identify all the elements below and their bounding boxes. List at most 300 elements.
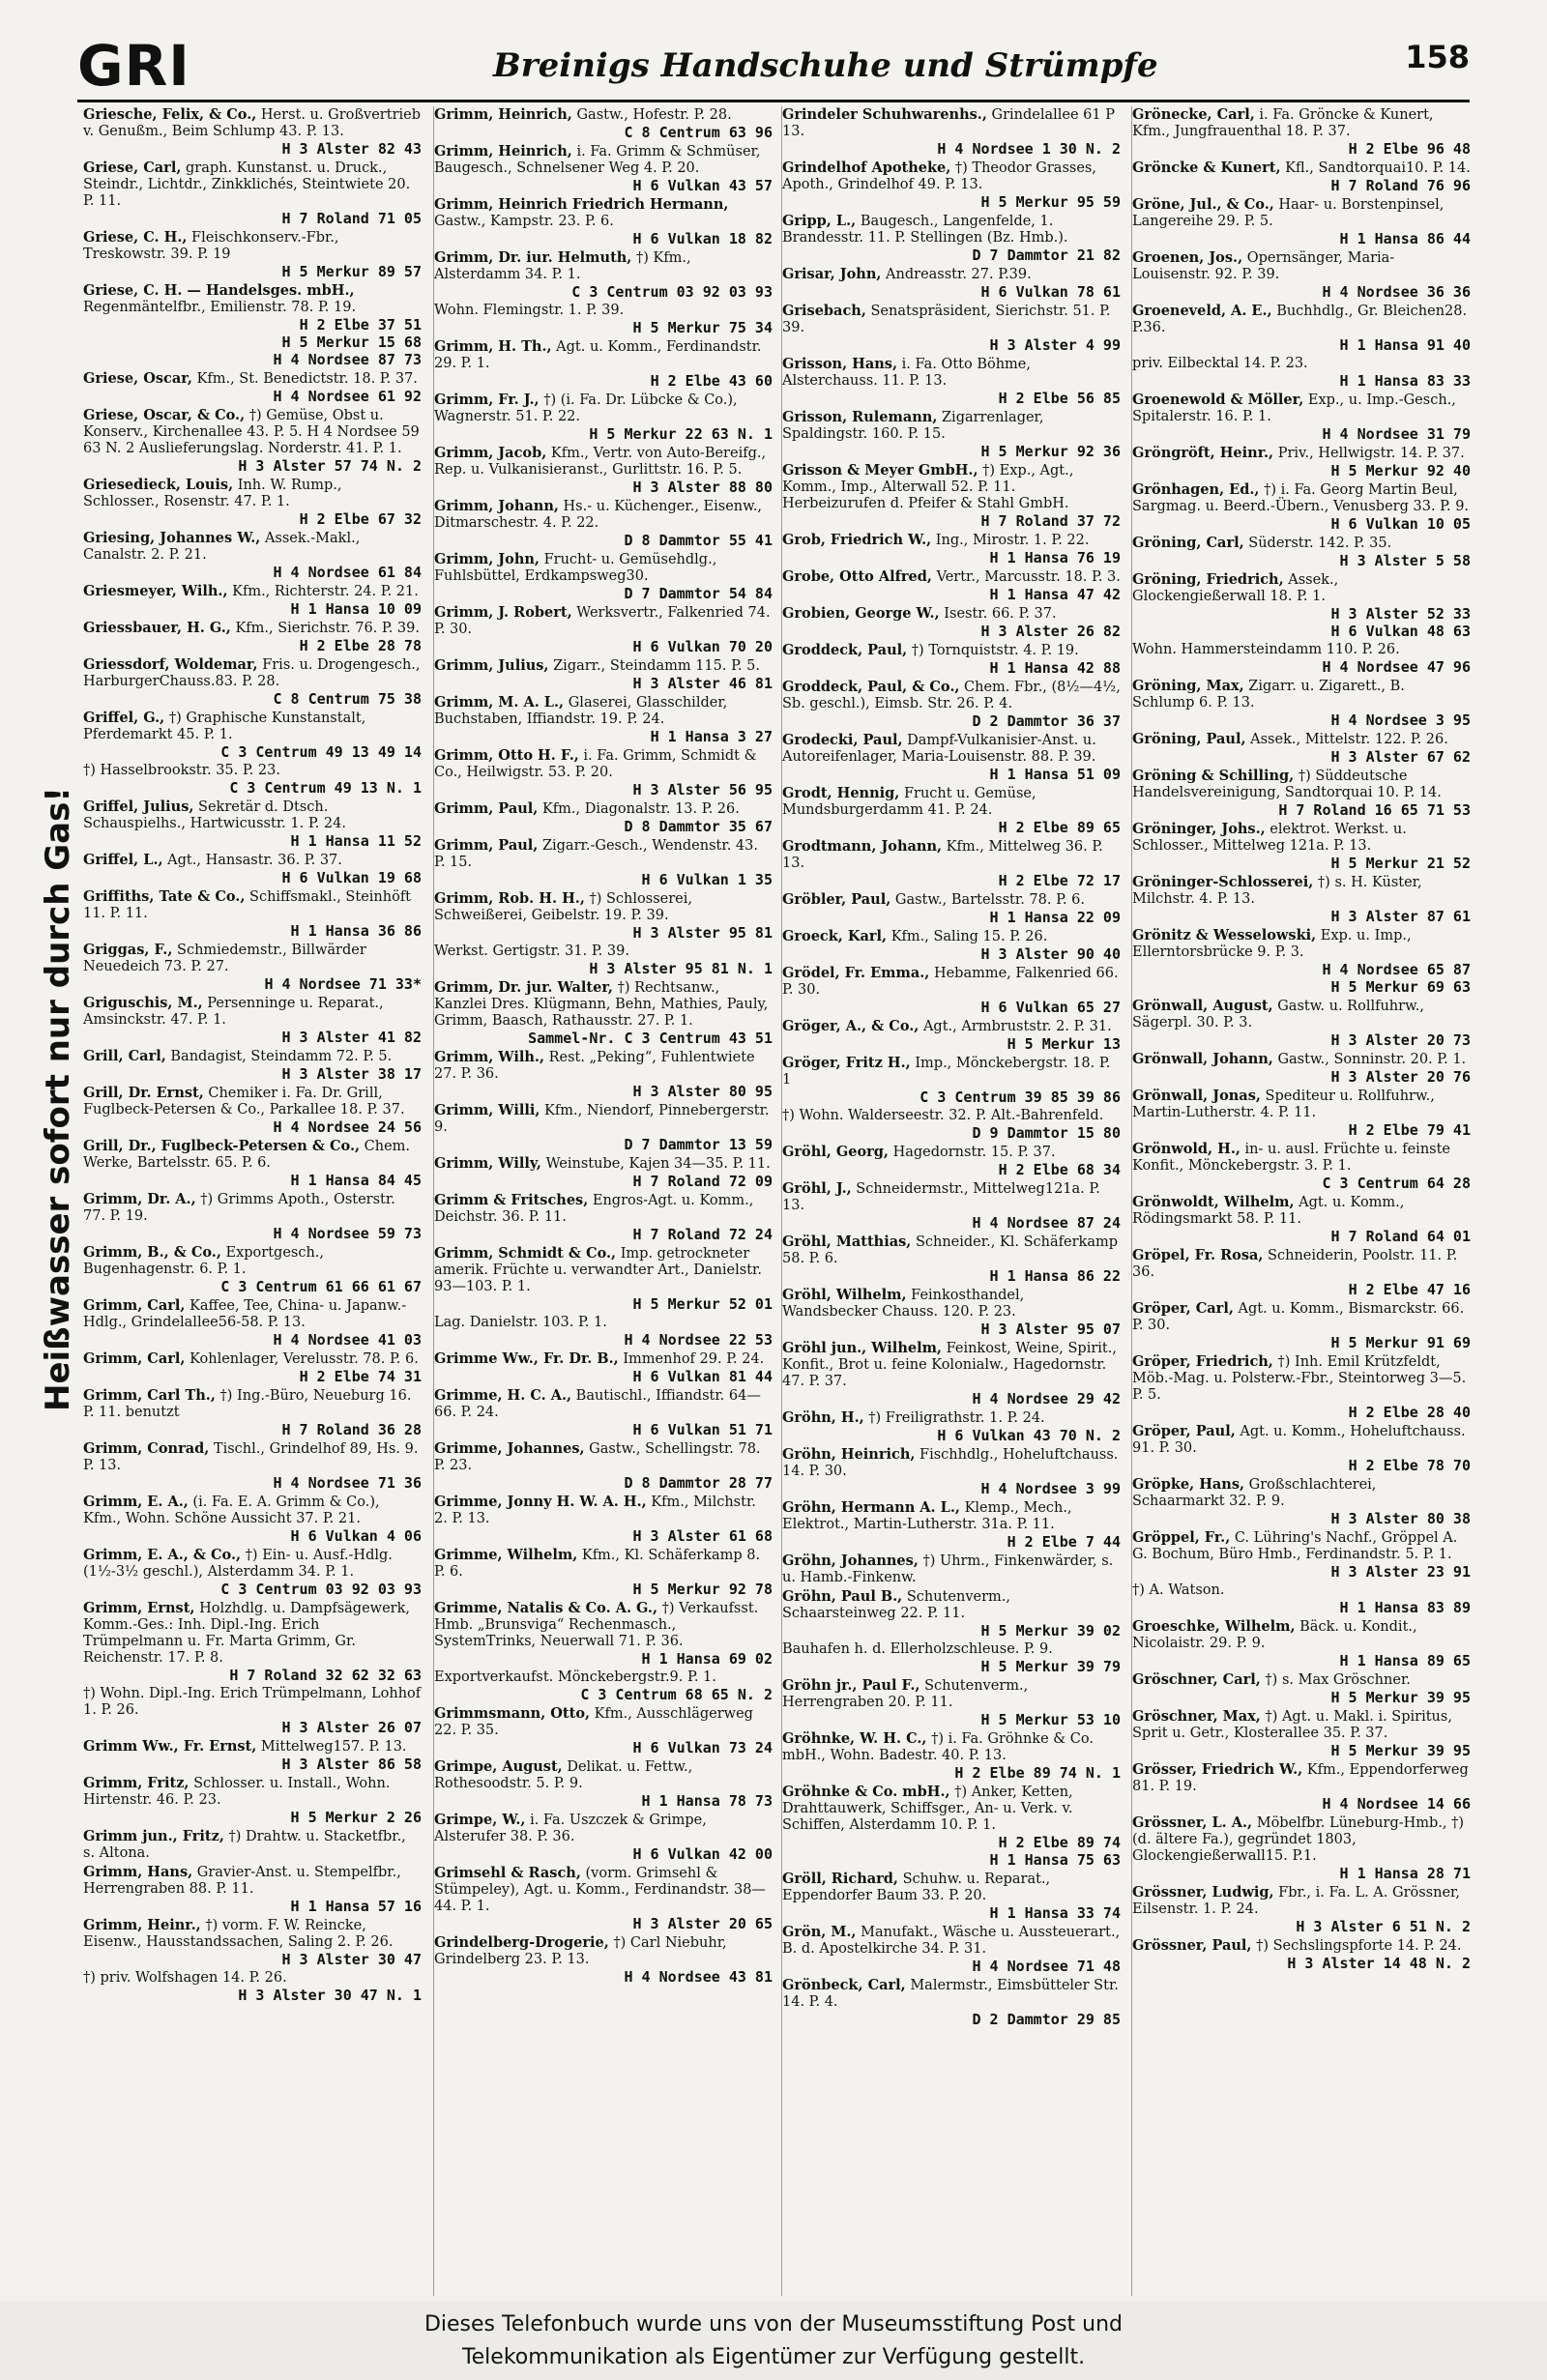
phone-number: H 3 Alster 20 65 (632, 1915, 773, 1932)
listing-entry (434, 1102, 773, 1153)
listing-name: Gröschner, Carl, (1132, 1671, 1261, 1688)
listing-details: Hs.- u. Küchenger., Eisenw., Ditmarschestr. 4. P. 22. (434, 499, 763, 531)
listing-name: Grimm, Hans, (83, 1864, 193, 1880)
phone-number: H 1 Hansa 76 19 (989, 549, 1121, 566)
listing-entry (434, 445, 773, 496)
phone-number: H 5 Merkur 2 26 (290, 1809, 422, 1826)
listing-details: Gastw. u. Rollfuhrw., Sägerpl. 30. P. 3. (1132, 999, 1424, 1030)
listing-details: Engros-Agt. u. Komm., Deichstr. 36. P. 11. (434, 1193, 754, 1225)
listing-name: Gröhn, Hermann A. L., (782, 1499, 960, 1516)
phone-number: H 1 Hansa 91 40 (1339, 336, 1471, 354)
listing-details: †) Schlosserei, Schweißerei, Geibelstr. 19. P. 39. (434, 891, 692, 923)
listing-text (83, 1775, 422, 1809)
listing-text (782, 532, 1121, 549)
phone-number: D 7 Dammtor 54 84 (624, 585, 773, 602)
listing-entry (434, 747, 773, 798)
listing-entry (782, 642, 1121, 677)
listing-details: i. Fa. Gröncke & Kunert, Kfm., Jungfrauenthal 18. P. 37. (1132, 107, 1434, 139)
listing-details: Assek., Mittelstr. 122. P. 26. (1250, 732, 1448, 747)
phone-number: H 1 Hansa 86 44 (1339, 230, 1471, 247)
listing-text (1132, 196, 1471, 230)
listing-name: Gröhnke & Co. mbH., (782, 1784, 950, 1800)
listing-entry (782, 356, 1121, 407)
listing-details: †) i. Fa. Gröhnke & Co. mbH., Wohn. Badestr. 40. P. 13. (782, 1731, 1094, 1763)
listing-text (83, 1547, 422, 1581)
listing-text (83, 1494, 422, 1527)
listing-text (434, 1350, 773, 1368)
listing-name: Grimm, Ernst, (83, 1600, 195, 1616)
listing-entry (782, 1641, 1121, 1675)
listing-name: Griffel, G., (83, 710, 165, 726)
listing-entry (1132, 1814, 1471, 1882)
listing-details: Zigarr.-Gesch., Wendenstr. 43. P. 15. (434, 838, 758, 870)
phone-number: H 3 Alster 41 82 (281, 1029, 422, 1046)
phone-number: H 2 Elbe 89 74 (998, 1834, 1121, 1851)
listing-details: Kfm., Diagonalstr. 13. P. 26. (541, 801, 740, 817)
phone-number: H 1 Hansa 83 89 (1339, 1599, 1471, 1616)
listing-entry (434, 1865, 773, 1932)
listing-name: Grimme, H. C. A., (434, 1387, 572, 1404)
listing-entry (782, 1287, 1121, 1338)
phone-number: H 2 Elbe 43 60 (650, 372, 773, 390)
listing-details: Hebamme, Falkenried 66. P. 30. (782, 966, 1119, 998)
listing-details: †) Carl Niebuhr, Grindelberg 23. P. 13. (434, 1935, 727, 1967)
listing-details: Exp. u. Imp., Ellerntorsbrücke 9. P. 3. (1132, 928, 1412, 960)
listing-entry (434, 1049, 773, 1100)
phone-number: H 5 Merkur 39 95 (1330, 1742, 1471, 1759)
listing-name: Grindeler Schuhwarenhs., (782, 106, 987, 123)
listing-details: Zigarrenlager, Spaldingstr. 160. P. 15. (782, 410, 1044, 442)
listing-details: Großschlachterei, Schaarmarkt 32. P. 9. (1132, 1477, 1377, 1509)
listing-name: Grimm Ww., Fr. Ernst, (83, 1738, 257, 1755)
listing-details: Lag. Danielstr. 103. P. 1. (434, 1315, 607, 1330)
listing-details: i. Fa. Grimm, Schmidt & Co., Heilwigstr. 53. P. 20. (434, 748, 757, 780)
listing-details: Klemp., Mech., Elektrot., Martin-Lutherstr. 31a. P. 11. (782, 1500, 1072, 1532)
listing-name: Gröpke, Hans, (1132, 1476, 1245, 1493)
phone-number: H 1 Hansa 57 16 (290, 1898, 422, 1915)
phone-number: H 5 Merkur 39 79 (980, 1658, 1121, 1675)
listing-text (434, 498, 773, 532)
listing-text (434, 1155, 773, 1173)
phone-number: H 2 Elbe 7 44 (1007, 1533, 1121, 1551)
listing-name: Gröhn, Paul B., (782, 1588, 903, 1605)
phone-number: H 3 Alster 57 74 N. 2 (238, 457, 422, 475)
phone-number: H 6 Vulkan 10 05 (1330, 515, 1471, 533)
listing-details: Frucht- u. Gemüsehdlg., Fuhlsbüttel, Erdkampsweg30. (434, 552, 717, 584)
listing-text (83, 763, 422, 779)
listing-details: Süderstr. 142. P. 35. (1248, 536, 1392, 551)
listing-details: Gastw., Hofestr. P. 28. (576, 107, 732, 123)
phone-number: H 2 Elbe 28 40 (1348, 1404, 1471, 1421)
listing-name: Griffel, Julius, (83, 798, 194, 815)
header-rule (77, 100, 1470, 102)
listing-entry (83, 656, 422, 708)
listing-name: Griesing, Johannes W., (83, 530, 261, 546)
phone-number: H 5 Merkur 52 01 (632, 1295, 773, 1313)
listing-entry (434, 837, 773, 888)
listing-text (83, 407, 422, 457)
listing-details: Agt., Hansastr. 36. P. 37. (167, 853, 342, 868)
listing-entry (1132, 481, 1471, 533)
listing-text (434, 837, 773, 871)
listing-details: Malermstr., Eimsbütteler Str. 14. P. 4. (782, 1978, 1119, 2010)
listing-entry (83, 1970, 422, 2004)
phone-number: H 2 Elbe 79 41 (1348, 1121, 1471, 1139)
listing-name: Gröppel, Fr., (1132, 1529, 1231, 1546)
listing-text (782, 1677, 1121, 1711)
phone-number: H 2 Elbe 96 48 (1348, 140, 1471, 158)
phone-number: H 2 Elbe 72 17 (998, 872, 1121, 889)
phone-number: H 3 Alster 95 07 (980, 1321, 1121, 1338)
listing-entry (434, 1547, 773, 1598)
listing-text (83, 1048, 422, 1065)
listing-entry (782, 462, 1121, 530)
listing-entry (782, 1677, 1121, 1728)
listing-name: Gröhn, Heinrich, (782, 1446, 916, 1463)
listing-entry (83, 407, 422, 475)
listing-text (434, 1758, 773, 1792)
phone-number: H 3 Alster 95 81 (632, 924, 773, 942)
phone-number: H 3 Alster 5 58 (1339, 552, 1471, 569)
listing-text (83, 229, 422, 263)
listing-details: †) Graphische Kunstanstalt, Pferdemarkt 45. P. 1. (83, 711, 366, 742)
listing-details: Exportverkaufst. Mönckebergstr.9. P. 1. (434, 1669, 716, 1685)
listing-entry (83, 1297, 422, 1349)
listing-text (1132, 927, 1471, 961)
listing-text (1132, 1529, 1471, 1563)
listing-details: Kfm., Mittelweg 36. P. 13. (782, 839, 1103, 871)
phone-number: H 1 Hansa 86 22 (989, 1267, 1121, 1285)
listing-text (434, 249, 773, 283)
phone-number: H 2 Elbe 68 34 (998, 1161, 1121, 1178)
listing-text (1132, 106, 1471, 140)
phone-number: H 3 Alster 56 95 (632, 781, 773, 798)
listing-name: Grimm, Fr. J., (434, 392, 540, 408)
listing-details: Exportgesch., Bugenhagenstr. 6. P. 1. (83, 1245, 325, 1277)
listing-entry (782, 213, 1121, 264)
phone-number: H 4 Nordsee 87 24 (972, 1214, 1121, 1232)
listing-details: †) (i. Fa. Dr. Lübcke & Co.), Wagnerstr. 51. P. 22. (434, 392, 738, 424)
listing-text (782, 106, 1121, 140)
listing-entry (434, 551, 773, 602)
phone-number: H 4 Nordsee 47 96 (1322, 658, 1471, 676)
listing-text (1132, 1353, 1471, 1404)
phone-number: H 5 Merkur 95 59 (980, 193, 1121, 211)
listing-text (782, 928, 1121, 945)
listing-details: Gastw., Sonninstr. 20. P. 1. (1277, 1052, 1467, 1067)
listing-text (83, 620, 422, 637)
listing-text (782, 1234, 1121, 1267)
listing-entry (83, 1440, 422, 1492)
listing-entry (1132, 1247, 1471, 1298)
phone-number: H 5 Merkur 39 02 (980, 1622, 1121, 1640)
phone-number: H 6 Vulkan 43 57 (632, 177, 773, 194)
listing-text (1132, 1937, 1471, 1955)
listing-details: Schutenverm., Herrengraben 20. P. 11. (782, 1678, 1029, 1710)
phone-number: H 6 Vulkan 4 06 (290, 1527, 422, 1545)
listing-text (1132, 445, 1471, 462)
index-letters: GRI (77, 33, 190, 99)
listing-details: †) i. Fa. Georg Martin Beul, Sargmag. u. Beerd.-Übern., Venusberg 33. P. 9. (1132, 482, 1470, 514)
phone-number: H 1 Hansa 78 73 (641, 1792, 773, 1810)
listing-text (434, 747, 773, 781)
phone-number: H 6 Vulkan 78 61 (980, 283, 1121, 301)
listing-details: Haar- u. Borstenpinsel, Langereihe 29. P. 5. (1132, 197, 1445, 229)
listing-text (782, 1340, 1121, 1390)
listing-text (1132, 249, 1471, 283)
listing-entry (83, 282, 422, 368)
phone-number: H 7 Roland 16 65 71 53 (1278, 801, 1471, 819)
listing-name: Grimm, Willi, (434, 1102, 540, 1118)
listing-entry (1132, 821, 1471, 872)
listing-name: Griffiths, Tate & Co., (83, 888, 246, 905)
listing-name: Grimme, Natalis & Co. A. G., (434, 1600, 658, 1616)
listing-details: Schutenverm., Schaarsteinweg 22. P. 11. (782, 1589, 1010, 1621)
phone-number: H 5 Merkur 13 (1007, 1035, 1121, 1053)
header-advertisement: Breinigs Handschuhe und Strümpfe (493, 46, 1158, 85)
listing-name: Griese, Carl, (83, 160, 182, 176)
listing-details: Opernsänger, Maria-Louisenstr. 92. P. 39. (1132, 250, 1395, 282)
listing-entry (434, 1350, 773, 1385)
listing-name: Gröhl, Matthias, (782, 1234, 912, 1250)
listing-entry (1132, 196, 1471, 247)
listing-name: Grönbeck, Carl, (782, 1977, 906, 1993)
listing-entry (782, 1018, 1121, 1053)
listing-details: Agt. u. Komm., Bismarckstr. 66. P. 30. (1132, 1301, 1465, 1333)
listing-name: Grimme Ww., Fr. Dr. B., (434, 1350, 619, 1367)
phone-number: H 2 Elbe 89 74 N. 1 (954, 1764, 1121, 1782)
phone-number: H 1 Hansa 36 86 (290, 922, 422, 940)
phone-number: H 1 Hansa 22 09 (989, 909, 1121, 926)
phone-number: H 3 Alster 26 82 (980, 623, 1121, 640)
listing-name: Grössner, Ludwig, (1132, 1884, 1274, 1901)
listing-entry (83, 1864, 422, 1915)
listing-name: Griessdorf, Woldemar, (83, 656, 258, 673)
listing-entry (1132, 1761, 1471, 1813)
listing-name: Grill, Carl, (83, 1048, 166, 1064)
listing-details: Kfm., Vertr. von Auto-Bereifg., Rep. u. Vulkanisieranst., Gurlittstr. 16. P. 5. (434, 446, 767, 478)
phone-number: H 5 Merkur 92 36 (980, 443, 1121, 460)
phone-number: H 3 Alster 30 47 (281, 1951, 422, 1968)
listing-entry (782, 1784, 1121, 1869)
listing-text (782, 838, 1121, 872)
listing-text (434, 1865, 773, 1915)
listing-entry (1132, 1088, 1471, 1139)
listing-entry (1132, 874, 1471, 925)
phone-number: H 1 Hansa 84 45 (290, 1172, 422, 1189)
phone-number: H 1 Hansa 51 09 (989, 766, 1121, 783)
phone-number: H 6 Vulkan 70 20 (632, 638, 773, 655)
listing-details: Buchhdlg., Gr. Bleichen28. P.36. (1132, 304, 1468, 335)
listing-entry (434, 392, 773, 443)
listing-details: †) Anker, Ketten, Drahttauwerk, Schiffsger., An- u. Verk. v. Schiffen, Alsterdamm 10. P. 1. (782, 1785, 1073, 1833)
listing-text (782, 785, 1121, 819)
listing-details: Kfm., Eppendorferweg 81. P. 19. (1132, 1762, 1469, 1794)
listing-name: Grössner, L. A., (1132, 1814, 1253, 1831)
phone-number: H 1 Hansa 42 88 (989, 659, 1121, 677)
listing-entry (434, 694, 773, 745)
phone-number: H 3 Alster 20 76 (1330, 1068, 1471, 1086)
listing-entry (434, 1758, 773, 1810)
phone-number: H 6 Vulkan 73 24 (632, 1739, 773, 1756)
listing-text (434, 890, 773, 924)
listing-name: Grönwold, H., (1132, 1141, 1241, 1157)
listing-name: Gröll, Richard, (782, 1871, 898, 1887)
listing-text (83, 1738, 422, 1756)
phone-number: H 4 Nordsee 22 53 (624, 1331, 773, 1349)
listing-text (1132, 392, 1471, 425)
listing-details: †) Verkaufsst. Hmb. „Brunsviga“ Rechenmasch., SystemTrinks, Neuerwall 71. P. 36. (434, 1601, 759, 1649)
listing-name: Grisson & Meyer GmbH., (782, 462, 978, 479)
listing-entry (1132, 927, 1471, 996)
listing-entry (83, 942, 422, 993)
phone-number: H 2 Elbe 74 31 (299, 1368, 422, 1385)
phone-number: D 8 Dammtor 35 67 (624, 818, 773, 835)
listing-text (782, 1499, 1121, 1533)
listing-text (782, 1108, 1121, 1124)
listing-entry (1132, 768, 1471, 819)
listing-name: Gröning, Max, (1132, 678, 1244, 694)
listing-details: Gastw., Bartelsstr. 78. P. 6. (894, 892, 1085, 908)
listing-details: Regenmäntelfbr., Emilienstr. 78. P. 19. (83, 300, 357, 315)
listing-details: †) Kfm., Alsterdamm 34. P. 1. (434, 250, 691, 282)
listing-text (782, 1730, 1121, 1764)
phone-number: H 4 Nordsee 36 36 (1322, 283, 1471, 301)
listing-details: Kfm., Niendorf, Pinnebergerstr. 9. (434, 1103, 770, 1135)
listing-name: Grimm, Heinrich, (434, 106, 572, 123)
listing-text (434, 1245, 773, 1295)
listing-details: †) s. H. Küster, Milchstr. 4. P. 13. (1132, 875, 1422, 907)
phone-number: H 4 Nordsee 1 30 N. 2 (937, 140, 1121, 158)
listing-name: Grimm, Dr. A., (83, 1191, 196, 1207)
phone-number: H 3 Alster 52 33 (1330, 605, 1471, 623)
listing-details: Werksvertr., Falkenried 74. P. 30. (434, 605, 771, 637)
listing-name: Grimm, Dr. jur. Walter, (434, 979, 613, 996)
listing-name: Grönhagen, Ed., (1132, 481, 1260, 498)
listing-details: priv. Eilbecktal 14. P. 23. (1132, 356, 1308, 371)
listing-name: Grönwall, Johann, (1132, 1051, 1273, 1067)
listing-text (782, 1553, 1121, 1586)
listing-name: Gröbler, Paul, (782, 891, 891, 908)
listing-name: Groeck, Karl, (782, 928, 888, 944)
listing-name: Grimme, Wilhelm, (434, 1547, 578, 1563)
listing-name: Groddeck, Paul, & Co., (782, 679, 960, 695)
listing-entry (434, 1387, 773, 1438)
listing-text (434, 800, 773, 818)
listing-text (83, 1686, 422, 1719)
listing-entry (782, 838, 1121, 889)
phone-number: C 3 Centrum 68 65 N. 2 (580, 1686, 773, 1703)
listing-entry (83, 1191, 422, 1242)
phone-number: H 3 Alster 87 61 (1330, 908, 1471, 925)
listing-entry (83, 1350, 422, 1385)
listing-entry (83, 852, 422, 886)
listing-entry (782, 679, 1121, 730)
listing-text (434, 1600, 773, 1650)
listing-text (782, 213, 1121, 247)
listing-text (434, 657, 773, 675)
listing-details: elektrot. Werkst. u. Schlosser., Mittelweg 121a. P. 13. (1132, 822, 1407, 854)
listing-entry (1132, 535, 1471, 569)
listing-text (434, 1547, 773, 1581)
listing-details: Kfm., Saling 15. P. 26. (890, 929, 1048, 944)
listing-entry (1132, 1582, 1471, 1616)
listing-text (782, 1144, 1121, 1161)
listing-entry (782, 266, 1121, 301)
listing-name: Griguschis, M., (83, 995, 203, 1011)
phone-number: H 1 Hansa 69 02 (641, 1650, 773, 1668)
listing-name: Grimm, Willy, (434, 1155, 541, 1172)
listing-entry (83, 995, 422, 1046)
phone-number: H 1 Hansa 33 74 (989, 1904, 1121, 1922)
listing-entry (782, 732, 1121, 783)
phone-number: H 3 Alster 20 73 (1330, 1031, 1471, 1049)
listing-name: Grimm, E. A., & Co., (83, 1547, 242, 1563)
listing-entry (782, 1340, 1121, 1408)
listing-text (1132, 1088, 1471, 1121)
listing-details: (vorm. Grimsehl & Stümpeley), Agt. u. Komm., Ferdinandstr. 38—44. P. 1. (434, 1866, 766, 1914)
listing-entry (434, 1812, 773, 1863)
listing-text (83, 995, 422, 1029)
listing-name: Grodtmann, Johann, (782, 838, 943, 855)
phone-number: D 2 Dammtor 36 37 (972, 712, 1121, 730)
listing-entry (83, 1048, 422, 1083)
phone-number: H 3 Alster 88 80 (632, 479, 773, 496)
listing-details: Holzhdlg. u. Dampfsägewerk, Komm.-Ges.: Inh. Dipl.-Ing. Erich Trümpelmann u. Fr. Marta Grimm, Gr. Reichenstr. 17. P. 8. (83, 1601, 410, 1666)
listing-entry (1132, 356, 1471, 390)
listing-details: Bauhafen h. d. Ellerholzschleuse. P. 9. (782, 1641, 1053, 1657)
listing-text (83, 1244, 422, 1278)
listing-text (434, 392, 773, 425)
listing-details: †) Süddeutsche Handelsvereinigung, Sandtorquai 10. P. 14. (1132, 769, 1442, 800)
phone-number: H 4 Nordsee 29 42 (972, 1390, 1121, 1408)
listing-details: †) Sechslingspforte 14. P. 24. (1256, 1938, 1462, 1954)
listing-details: Priv., Hellwigstr. 14. P. 37. (1277, 446, 1465, 461)
phone-number: H 2 Elbe 67 32 (299, 510, 422, 528)
listing-entry (782, 1553, 1121, 1586)
phone-number: C 8 Centrum 75 38 (273, 690, 422, 708)
listing-text (1132, 998, 1471, 1031)
listing-text (83, 1917, 422, 1951)
listing-name: Grodecki, Paul, (782, 732, 903, 748)
phone-number: H 6 Vulkan 42 00 (632, 1845, 773, 1863)
listing-name: Gröninger, Johs., (1132, 821, 1266, 837)
listing-details: Immenhof 29. P. 24. (623, 1351, 765, 1367)
phone-number: H 2 Elbe 47 16 (1348, 1281, 1471, 1298)
listing-entry (434, 1669, 773, 1703)
listing-details: Senatspräsident, Sierichstr. 51. P. 39. (782, 304, 1111, 335)
listing-name: Grimm, Dr. iur. Helmuth, (434, 249, 632, 266)
listing-name: Grisebach, (782, 303, 866, 319)
phone-number: H 5 Merkur 69 63 (1330, 978, 1471, 996)
listing-text (1132, 1423, 1471, 1457)
listing-name: Gröhl jun., Wilhelm, (782, 1340, 942, 1356)
listing-text (83, 852, 422, 869)
listing-entry (434, 1245, 773, 1313)
listing-details: Fleischkonserv.-Fbr., Treskowstr. 39. P. 19 (83, 230, 339, 262)
listing-name: Grimpe, August, (434, 1758, 563, 1775)
page-number: 158 (1405, 39, 1470, 75)
phone-number: D 7 Dammtor 13 59 (624, 1136, 773, 1153)
phone-number: H 4 Nordsee 43 81 (624, 1968, 773, 1986)
phone-number: H 2 Elbe 28 78 (299, 637, 422, 654)
phone-number: H 4 Nordsee 24 56 (273, 1118, 422, 1136)
phone-number: H 4 Nordsee 14 66 (1322, 1795, 1471, 1813)
listing-name: Griesmeyer, Wilh., (83, 583, 228, 599)
listing-entry (782, 1871, 1121, 1922)
listing-details: Bandagist, Steindamm 72. P. 5. (170, 1049, 393, 1064)
listing-details: Herst. u. Großvertrieb v. Genußm., Beim Schlump 43. P. 13. (83, 107, 421, 139)
